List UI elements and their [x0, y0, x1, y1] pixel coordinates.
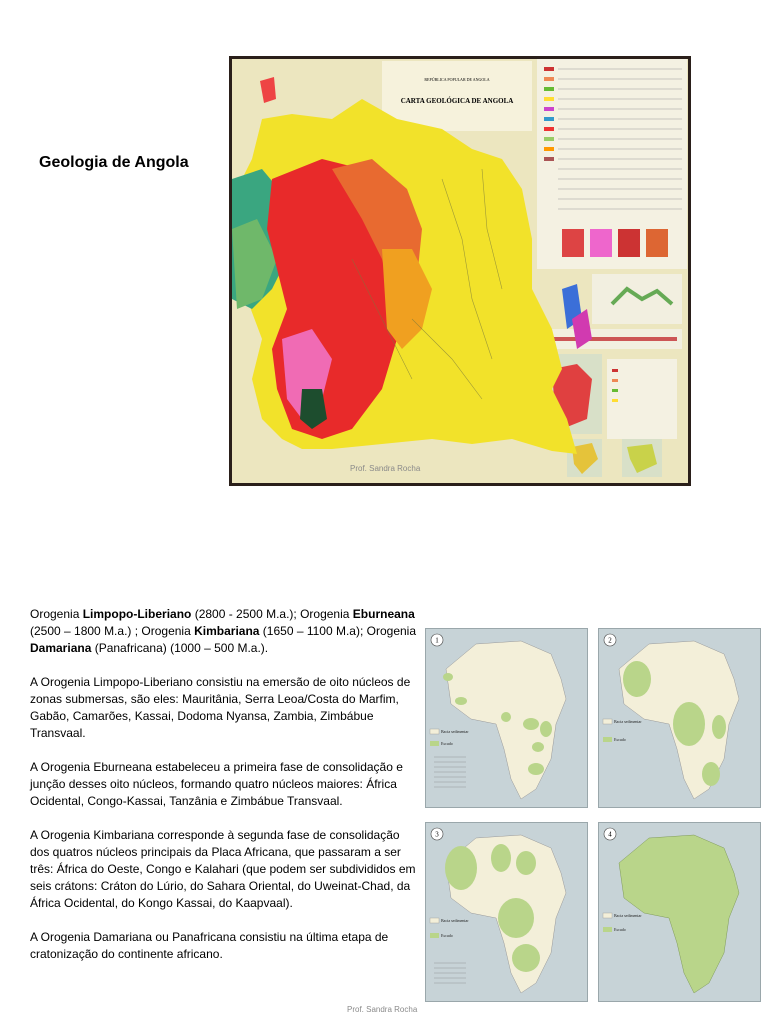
panel-4-number: 4 — [608, 830, 612, 839]
panel-3-number: 3 — [435, 830, 439, 839]
paragraph-4 — [30, 827, 418, 912]
text-run: (2800 - 2500 M.a.); Orogenia — [191, 607, 353, 621]
text-run: A Orogenia Kimbariana corresponde à segunda fase de consolidação dos quatros núcleos principais da Placa Africana, que passaram a ser três: África do Oeste, Congo e Kalahari (que podem ser subdivididos em seis crátons: Cráton do Lúrio, do Sahara Oriental, do Uweinat-Chad, da África Ocidental, do Kongo Kassai, do Kaapvaal). — [30, 828, 416, 910]
craton-map-panel-3 — [425, 822, 588, 1002]
bold-term: Limpopo-Liberiano — [82, 607, 192, 621]
text-run: Orogenia — [30, 607, 83, 621]
page-title: Geologia de Angola — [39, 154, 189, 171]
text-run: (Panafricana) (1000 – 500 M.a.). — [91, 641, 269, 655]
panel-3-legend-shield: Escudo — [441, 933, 453, 938]
panel-2-legend-shield: Escudo — [614, 737, 626, 742]
paragraph-5 — [30, 929, 418, 963]
map-heading-main: CARTA GEOLÓGICA DE ANGOLA — [400, 97, 514, 105]
panel-4-legend-shield: Escudo — [614, 927, 626, 932]
bold-term: Kimbariana — [194, 624, 260, 638]
panel-1-number: 1 — [435, 636, 439, 645]
text-run: A Orogenia Limpopo-Liberiano consistiu na emersão de oito núcleos de zonas submersas, são eles: Mauritânia, Serra Leoa/Costa do Marfim, Gabão, Camarões, Kassai, Dodoma Nyansa, Zambia, Zimbábue Transvaal. — [30, 675, 411, 740]
panel-2-legend-basin: Bacia sedimentar — [614, 719, 642, 724]
bold-term: Damariana — [30, 641, 92, 655]
panel-4-legend-basin: Bacia sedimentar — [614, 913, 642, 918]
footer-credit: Prof. Sandra Rocha — [347, 1005, 418, 1014]
craton-map-panel-4 — [598, 822, 761, 1002]
craton-map-panel-1 — [425, 628, 588, 808]
text-run: A Orogenia Eburneana estabeleceu a primeira fase de consolidação e junção desses oito núcleos, formando quatro núcleos maiores: África Ocidental, Congo-Kassai, Tanzânia e Zimbábue Transvaal. — [30, 760, 403, 808]
bold-term: Eburneana — [352, 607, 415, 621]
paragraph-1 — [30, 606, 418, 657]
paragraph-3 — [30, 759, 418, 810]
text-run: (2500 – 1800 M.a.) ; Orogenia — [30, 624, 195, 638]
panel-3-legend-basin: Bacia sedimentar — [441, 918, 469, 923]
panel-2-number: 2 — [608, 636, 612, 645]
craton-map-panel-2 — [598, 628, 761, 808]
paragraph-2 — [30, 674, 418, 742]
map-watermark: Prof. Sandra Rocha — [350, 464, 421, 473]
panel-1-legend-basin: Bacia sedimentar — [441, 729, 469, 734]
text-body — [30, 606, 418, 980]
geologic-map-image — [229, 56, 691, 486]
panel-1-legend-shield: Escudo — [441, 741, 453, 746]
map-heading-small: REPÚBLICA POPULAR DE ANGOLA — [424, 77, 490, 82]
text-run: (1650 – 1100 M.a); Orogenia — [259, 624, 417, 638]
text-run: A Orogenia Damariana ou Panafricana consistiu na última etapa de cratonização do continente africano. — [30, 930, 389, 961]
